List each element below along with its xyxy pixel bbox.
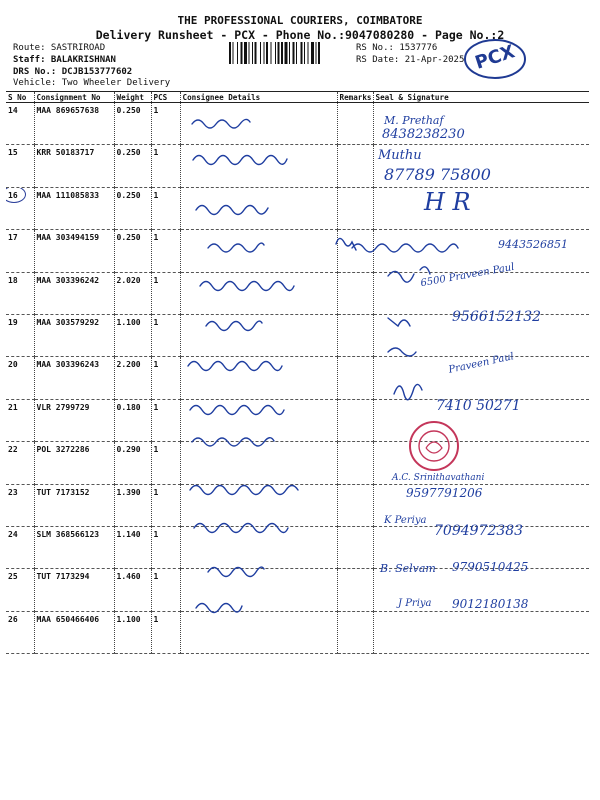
barcode-bar [237, 42, 238, 64]
pcs-cell: 1 [151, 442, 180, 484]
remarks-cell [337, 314, 373, 356]
consignee-cell [180, 484, 337, 526]
table-row [6, 484, 589, 526]
consignee-cell [180, 230, 337, 272]
consignment-cell: POL 3272286 [34, 442, 114, 484]
weight-cell: 1.460 [114, 569, 151, 611]
weight-cell: 0.290 [114, 442, 151, 484]
remarks-cell [337, 526, 373, 568]
runsheet-subtitle: Delivery Runsheet - PCX - Phone No.:9047080280 - Page No.:2 [95, 28, 505, 42]
signature-text: H R [424, 188, 471, 216]
barcode-bar [249, 42, 250, 64]
pcs-cell: 1 [151, 484, 180, 526]
barcode-bar [229, 42, 231, 64]
pcs-cell: 1 [151, 187, 180, 229]
consignment-cell: MAA 303396243 [34, 357, 114, 399]
barcode-bar [318, 42, 320, 64]
remarks-cell [337, 187, 373, 229]
pcs-cell: 1 [151, 357, 180, 399]
sno-text: 16 [8, 190, 18, 200]
pcs-cell: 1 [151, 314, 180, 356]
consignee-cell [180, 357, 337, 399]
signature-phone: 87789 75800 [384, 165, 491, 184]
remarks-cell [337, 399, 373, 441]
weight-cell: 0.250 [114, 187, 151, 229]
consignment-cell: MAA 303579292 [34, 314, 114, 356]
col-header-pcs: PCS [151, 92, 180, 103]
remarks-cell [337, 442, 373, 484]
signature-text: M. Prethaf [384, 114, 444, 127]
weight-cell: 1.100 [114, 611, 151, 653]
pcs-cell: 1 [151, 272, 180, 314]
barcode-bar [266, 42, 268, 64]
barcode-bar [293, 42, 295, 64]
drs-number: DRS No.: DCJB153777602 [13, 67, 133, 77]
col-header-signature: Seal & Signature [373, 92, 589, 103]
barcode-bar [271, 42, 272, 64]
pcs-cell: 1 [151, 569, 180, 611]
barcode-bar [241, 42, 243, 64]
consignee-cell [180, 526, 337, 568]
sno-cell: 24 [6, 526, 34, 568]
vehicle-label: Vehicle: Two Wheeler Delivery [13, 78, 171, 88]
company-seal [408, 420, 460, 472]
consignee-cell [180, 314, 337, 356]
consignment-cell: TUT 7173152 [34, 484, 114, 526]
barcode-bar [301, 42, 303, 64]
remarks-cell [337, 230, 373, 272]
col-header-sno: S No [6, 92, 34, 103]
barcode-bar [252, 42, 253, 64]
barcode-bar [260, 42, 261, 64]
col-header-weight: Weight [114, 92, 151, 103]
pcx-stamp [462, 36, 528, 82]
barcode-bar [311, 42, 314, 64]
signature-phone: 9012180138 [452, 597, 529, 611]
barcode-bar [289, 42, 290, 64]
sno-cell: 20 [6, 357, 34, 399]
signature-text: Muthu [378, 148, 422, 163]
weight-cell: 2.020 [114, 272, 151, 314]
route-label: Route: SASTRIROAD [13, 43, 106, 53]
sno-cell [6, 187, 34, 229]
sno-cell: 23 [6, 484, 34, 526]
consignee-cell [180, 145, 337, 187]
remarks-cell [337, 611, 373, 653]
barcode-bar [278, 42, 280, 64]
col-header-consignment: Consignment No [34, 92, 114, 103]
sno-cell: 26 [6, 611, 34, 653]
weight-cell: 1.390 [114, 484, 151, 526]
signature-phone: 9443526851 [498, 238, 568, 251]
signature-cell [373, 187, 589, 229]
signature-text: Praveen Paul [447, 351, 515, 376]
sno-cell: 15 [6, 145, 34, 187]
barcode-bar [264, 42, 265, 64]
barcode-image [228, 42, 352, 64]
barcode-bar [275, 42, 276, 64]
weight-cell: 1.140 [114, 526, 151, 568]
consignee-cell [180, 611, 337, 653]
signature-phone: 9790510425 [452, 560, 529, 574]
signature-phone: 7094972383 [434, 523, 524, 539]
sno-cell: 14 [6, 103, 34, 145]
signature-phone: 9566152132 [452, 309, 542, 325]
stamp-text: PCX [472, 41, 518, 74]
consignment-cell: SLM 368566123 [34, 526, 114, 568]
consignment-cell: MAA 869657638 [34, 103, 114, 145]
barcode-bar [296, 42, 297, 64]
table-row [6, 145, 589, 187]
pcs-cell: 1 [151, 103, 180, 145]
pcs-cell: 1 [151, 526, 180, 568]
weight-cell: 2.200 [114, 357, 151, 399]
barcode-bar [304, 42, 305, 64]
remarks-cell [337, 357, 373, 399]
col-header-remarks: Remarks [337, 92, 373, 103]
consignee-cell [180, 187, 337, 229]
consignment-cell: KRR 50183717 [34, 145, 114, 187]
pcs-cell: 1 [151, 611, 180, 653]
consignment-cell: TUT 7173294 [34, 569, 114, 611]
barcode-bar [308, 42, 309, 64]
signature-text: K Periya [384, 515, 427, 526]
barcode-bar [285, 42, 288, 64]
barcode-bar [233, 42, 234, 64]
weight-cell: 0.250 [114, 145, 151, 187]
remarks-cell [337, 145, 373, 187]
consignee-cell [180, 399, 337, 441]
table-row [6, 103, 589, 145]
consignee-cell [180, 569, 337, 611]
signature-phone: 9597791206 [406, 486, 483, 500]
consignment-cell: MAA 303494159 [34, 230, 114, 272]
table-row [6, 187, 589, 229]
barcode-bar [255, 42, 257, 64]
remarks-cell [337, 484, 373, 526]
remarks-cell [337, 272, 373, 314]
table-header-row [6, 92, 589, 103]
sno-cell: 25 [6, 569, 34, 611]
pcs-cell: 1 [151, 230, 180, 272]
consignee-cell [180, 442, 337, 484]
sno-cell: 19 [6, 314, 34, 356]
circle-mark [6, 187, 26, 203]
barcode-bar [281, 42, 283, 64]
weight-cell: 0.250 [114, 230, 151, 272]
signature-phone: 7410 50271 [436, 398, 521, 414]
col-header-consignee: Consignee Details [180, 92, 337, 103]
remarks-cell [337, 569, 373, 611]
sno-cell: 21 [6, 399, 34, 441]
consignment-cell: VLR 2799729 [34, 399, 114, 441]
consignee-cell [180, 103, 337, 145]
sno-cell: 18 [6, 272, 34, 314]
pcs-cell: 1 [151, 399, 180, 441]
sno-cell: 17 [6, 230, 34, 272]
barcode-bar [244, 42, 247, 64]
pcs-cell: 1 [151, 145, 180, 187]
table-row [6, 611, 589, 653]
consignee-cell [180, 272, 337, 314]
signature-cell [373, 611, 589, 653]
rs-date: RS Date: 21-Apr-2025 [356, 55, 465, 65]
signature-text: B. Selvam [380, 562, 436, 575]
consignment-cell: MAA 303396242 [34, 272, 114, 314]
signature-text: A.C. Srinithavathani [392, 473, 485, 483]
rs-number: RS No.: 1537776 [356, 43, 438, 53]
consignment-cell: MAA 111085833 [34, 187, 114, 229]
barcode-bar [316, 42, 317, 64]
signature-phone: 8438238230 [382, 127, 465, 142]
weight-cell: 1.100 [114, 314, 151, 356]
signature-text: 6500 Praveen Paul [419, 261, 516, 290]
table-row [6, 442, 589, 484]
signature-text: J Priya [398, 598, 432, 609]
company-title: THE PROFESSIONAL COURIERS, COIMBATORE [177, 14, 423, 27]
remarks-cell [337, 103, 373, 145]
staff-label: Staff: BALAKRISHNAN [13, 55, 116, 65]
weight-cell: 0.180 [114, 399, 151, 441]
consignment-cell: MAA 650466406 [34, 611, 114, 653]
sno-cell: 22 [6, 442, 34, 484]
weight-cell: 0.250 [114, 103, 151, 145]
